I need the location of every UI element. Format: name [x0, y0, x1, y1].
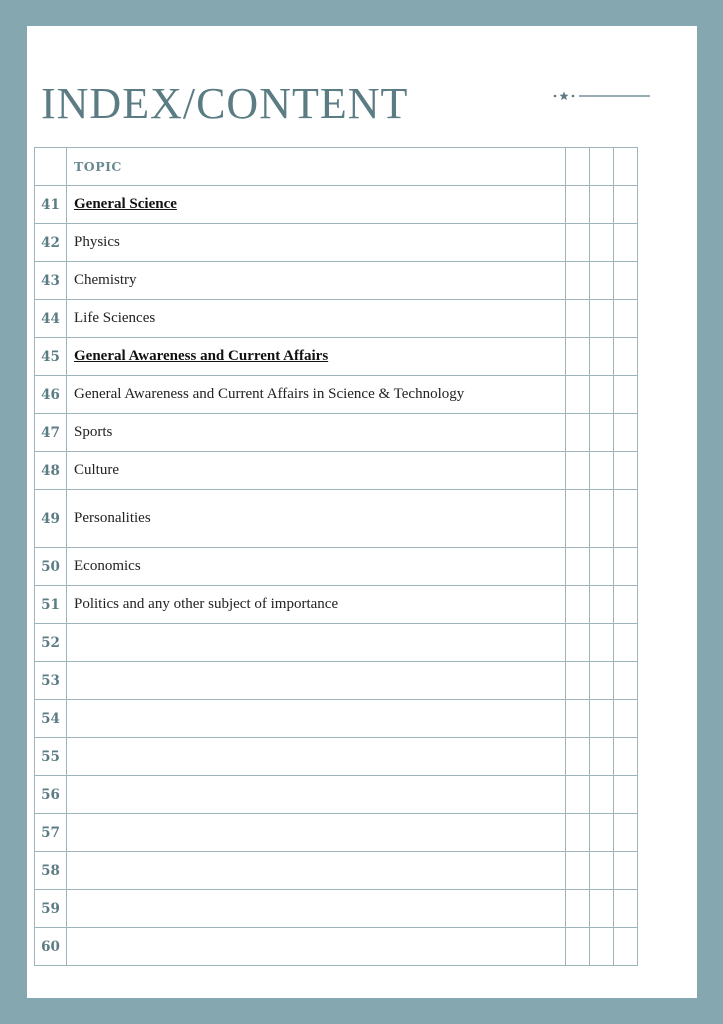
checkbox-cell: [590, 662, 614, 700]
checkbox-cell: [590, 376, 614, 414]
row-topic: [67, 928, 566, 966]
checkbox-cell: [566, 928, 590, 966]
table-row: [35, 548, 638, 586]
checkbox-cell: [614, 186, 638, 224]
checkbox-cell: [614, 890, 638, 928]
row-topic: General Science: [67, 186, 566, 224]
checkbox-cell: [566, 890, 590, 928]
checkbox-cell: [566, 148, 590, 186]
row-topic: [67, 776, 566, 814]
row-number: 43: [35, 262, 67, 300]
checkbox-cell: [566, 490, 590, 548]
row-number: 57: [35, 814, 67, 852]
row-number: 44: [35, 300, 67, 338]
table-row: [35, 300, 638, 338]
table-row: [35, 776, 638, 814]
checkbox-cell: [566, 452, 590, 490]
checkbox-cell: [566, 814, 590, 852]
checkbox-cell: [590, 300, 614, 338]
checkbox-cell: [614, 490, 638, 548]
row-number: 52: [35, 624, 67, 662]
checkbox-cell: [566, 586, 590, 624]
table-row: [35, 224, 638, 262]
checkbox-cell: [614, 662, 638, 700]
row-number: 55: [35, 738, 67, 776]
checkbox-cell: [614, 548, 638, 586]
checkbox-cell: [566, 548, 590, 586]
star-divider-icon: [552, 89, 652, 103]
row-topic: General Awareness and Current Affairs in Science & Technology: [67, 376, 566, 414]
checkbox-cell: [614, 624, 638, 662]
table-row: [35, 852, 638, 890]
row-number: 54: [35, 700, 67, 738]
row-number: 56: [35, 776, 67, 814]
checkbox-cell: [566, 738, 590, 776]
checkbox-cell: [590, 338, 614, 376]
checkbox-cell: [590, 586, 614, 624]
row-topic: [67, 814, 566, 852]
row-topic: [67, 624, 566, 662]
checkbox-cell: [590, 548, 614, 586]
row-topic: Politics and any other subject of importance: [67, 586, 566, 624]
checkbox-cell: [590, 490, 614, 548]
checkbox-cell: [566, 300, 590, 338]
row-number: 48: [35, 452, 67, 490]
checkbox-cell: [614, 262, 638, 300]
row-number: 58: [35, 852, 67, 890]
checkbox-cell: [614, 452, 638, 490]
row-number: 59: [35, 890, 67, 928]
checkbox-cell: [590, 814, 614, 852]
row-topic: Culture: [67, 452, 566, 490]
table-row: [35, 662, 638, 700]
row-number: 46: [35, 376, 67, 414]
checkbox-cell: [590, 928, 614, 966]
checkbox-cell: [566, 776, 590, 814]
checkbox-cell: [614, 148, 638, 186]
checkbox-cell: [566, 700, 590, 738]
row-topic: [67, 700, 566, 738]
table-header-row: [35, 148, 638, 186]
checkbox-cell: [614, 776, 638, 814]
row-number: 41: [35, 186, 67, 224]
table-row: [35, 928, 638, 966]
checkbox-cell: [590, 852, 614, 890]
table-row: [35, 338, 638, 376]
checkbox-cell: [614, 414, 638, 452]
row-topic: Economics: [67, 548, 566, 586]
index-table: [34, 147, 638, 966]
table-row: [35, 490, 638, 548]
checkbox-cell: [590, 452, 614, 490]
row-number: 60: [35, 928, 67, 966]
row-topic: [67, 852, 566, 890]
checkbox-cell: [614, 738, 638, 776]
header-number-cell: [35, 148, 67, 186]
checkbox-cell: [566, 662, 590, 700]
row-topic: Sports: [67, 414, 566, 452]
checkbox-cell: [566, 262, 590, 300]
checkbox-cell: [566, 852, 590, 890]
checkbox-cell: [614, 928, 638, 966]
row-number: 50: [35, 548, 67, 586]
row-number: 49: [35, 490, 67, 548]
checkbox-cell: [614, 224, 638, 262]
table-row: [35, 414, 638, 452]
table-row: [35, 452, 638, 490]
row-number: 47: [35, 414, 67, 452]
checkbox-cell: [590, 890, 614, 928]
checkbox-cell: [590, 624, 614, 662]
row-topic: Life Sciences: [67, 300, 566, 338]
checkbox-cell: [590, 186, 614, 224]
row-topic: [67, 738, 566, 776]
table-row: [35, 624, 638, 662]
table-row: [35, 186, 638, 224]
checkbox-cell: [566, 224, 590, 262]
checkbox-cell: [614, 700, 638, 738]
checkbox-cell: [566, 624, 590, 662]
table-row: [35, 700, 638, 738]
checkbox-cell: [590, 224, 614, 262]
row-topic: General Awareness and Current Affairs: [67, 338, 566, 376]
checkbox-cell: [566, 376, 590, 414]
row-topic: [67, 890, 566, 928]
checkbox-cell: [590, 262, 614, 300]
checkbox-cell: [614, 338, 638, 376]
table-row: [35, 738, 638, 776]
checkbox-cell: [566, 338, 590, 376]
table-row: [35, 376, 638, 414]
table-row: [35, 262, 638, 300]
checkbox-cell: [590, 700, 614, 738]
page-title: INDEX/CONTENT: [41, 79, 409, 128]
checkbox-cell: [614, 300, 638, 338]
row-number: 51: [35, 586, 67, 624]
checkbox-cell: [590, 738, 614, 776]
checkbox-cell: [590, 148, 614, 186]
row-topic: Chemistry: [67, 262, 566, 300]
checkbox-cell: [566, 414, 590, 452]
checkbox-cell: [614, 586, 638, 624]
column-header-topic: TOPIC: [67, 148, 566, 186]
table-row: [35, 890, 638, 928]
table-row: [35, 586, 638, 624]
row-topic: Personalities: [67, 490, 566, 548]
row-number: 53: [35, 662, 67, 700]
index-page: [27, 26, 697, 998]
table-row: [35, 814, 638, 852]
checkbox-cell: [614, 814, 638, 852]
row-topic: [67, 662, 566, 700]
checkbox-cell: [590, 414, 614, 452]
checkbox-cell: [614, 852, 638, 890]
checkbox-cell: [614, 376, 638, 414]
checkbox-cell: [590, 776, 614, 814]
row-number: 42: [35, 224, 67, 262]
checkbox-cell: [566, 186, 590, 224]
row-number: 45: [35, 338, 67, 376]
row-topic: Physics: [67, 224, 566, 262]
